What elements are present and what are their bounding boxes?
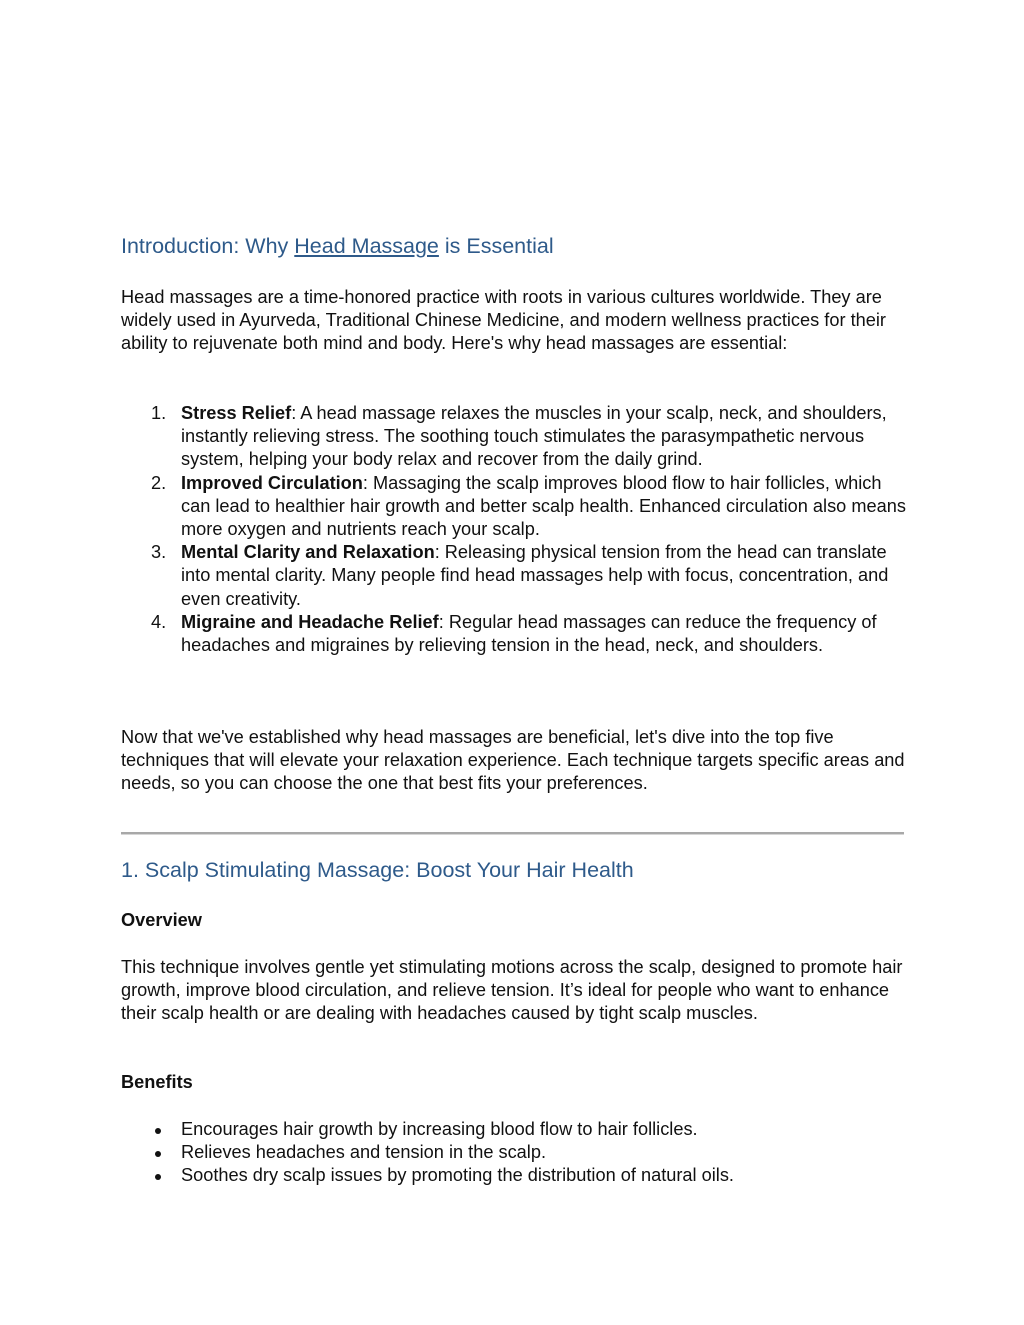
list-number: 4. xyxy=(151,611,167,632)
intro-paragraph: Head massages are a time-honored practice with roots in various cultures worldwide. They are widely used in Ayurveda, Traditional Chinese Medicine, and modern wellness practices for their ability to rejuvenate both mind and body. Here's why head massages are essential: xyxy=(121,287,886,354)
list-item xyxy=(121,541,906,611)
overview-label: Overview xyxy=(121,910,202,930)
list-number: 1. xyxy=(151,403,167,423)
list-item xyxy=(121,402,906,472)
list-item xyxy=(121,472,906,542)
list-item-text: : Massaging the scalp improves blood flow to hair follicles, which can lead to healthier hair growth and better scalp health. Enhanced circulation also means more oxygen and nutrients reach your scalp. xyxy=(181,472,906,540)
benefit-text: Soothes dry scalp issues by promoting the distribution of natural oils. xyxy=(181,1165,734,1186)
benefits-list xyxy=(121,1118,906,1188)
benefit-text: Relieves headaches and tension in the scalp. xyxy=(181,1142,547,1163)
head-massage-link[interactable]: Head Massage xyxy=(294,234,439,258)
closing-paragraph: Now that we've established why head massages are beneficial, let's dive into the top five techniques that will elevate your relaxation experience. Each technique targets specific areas and needs, so you can choose the one that best fits your preferences. xyxy=(121,727,905,794)
bullet-icon xyxy=(155,1174,161,1180)
list-item-text: : A head massage relaxes the muscles in your scalp, neck, and shoulders, instantly relieving stress. The soothing touch stimulates the parasympathetic nervous system, helping your body relax and recover from the daily grind. xyxy=(181,403,887,470)
list-item xyxy=(121,611,906,657)
list-item xyxy=(121,1141,906,1164)
list-item-title: Stress Relief xyxy=(181,403,292,423)
overview-paragraph: This technique involves gentle yet stimulating motions across the scalp, designed to promote hair growth, improve blood circulation, and relieve tension. It’s ideal for people who want to enhance their scalp health or are dealing with headaches caused by tight scalp muscles. xyxy=(121,957,903,1024)
list-item xyxy=(121,1118,906,1141)
essentials-list xyxy=(121,402,906,657)
list-item-title: Mental Clarity and Relaxation xyxy=(181,542,435,563)
benefit-text: Encourages hair growth by increasing blood flow to hair follicles. xyxy=(181,1119,698,1139)
benefits-label: Benefits xyxy=(121,1072,193,1092)
bullet-icon xyxy=(155,1128,161,1134)
section1-heading: 1. Scalp Stimulating Massage: Boost Your Hair Health xyxy=(121,858,634,882)
list-item-title: Migraine and Headache Relief xyxy=(181,611,439,632)
list-item-title: Improved Circulation xyxy=(181,472,363,493)
list-number: 2. xyxy=(151,472,167,493)
section-divider xyxy=(121,832,904,835)
list-item xyxy=(121,1164,906,1187)
list-number: 3. xyxy=(151,542,167,563)
intro-heading xyxy=(121,232,554,260)
bullet-icon xyxy=(155,1151,161,1157)
intro-heading-suffix: is Essential xyxy=(438,234,554,258)
list-item-text: : Releasing physical tension from the head can translate into mental clarity. Many people find head massages help with focus, concentration, and even creativity. xyxy=(181,542,889,609)
intro-heading-prefix: Introduction: Why xyxy=(121,234,295,258)
list-item-text: : Regular head massages can reduce the frequency of headaches and migraines by relieving tension in the head, neck, and shoulders. xyxy=(181,611,877,656)
